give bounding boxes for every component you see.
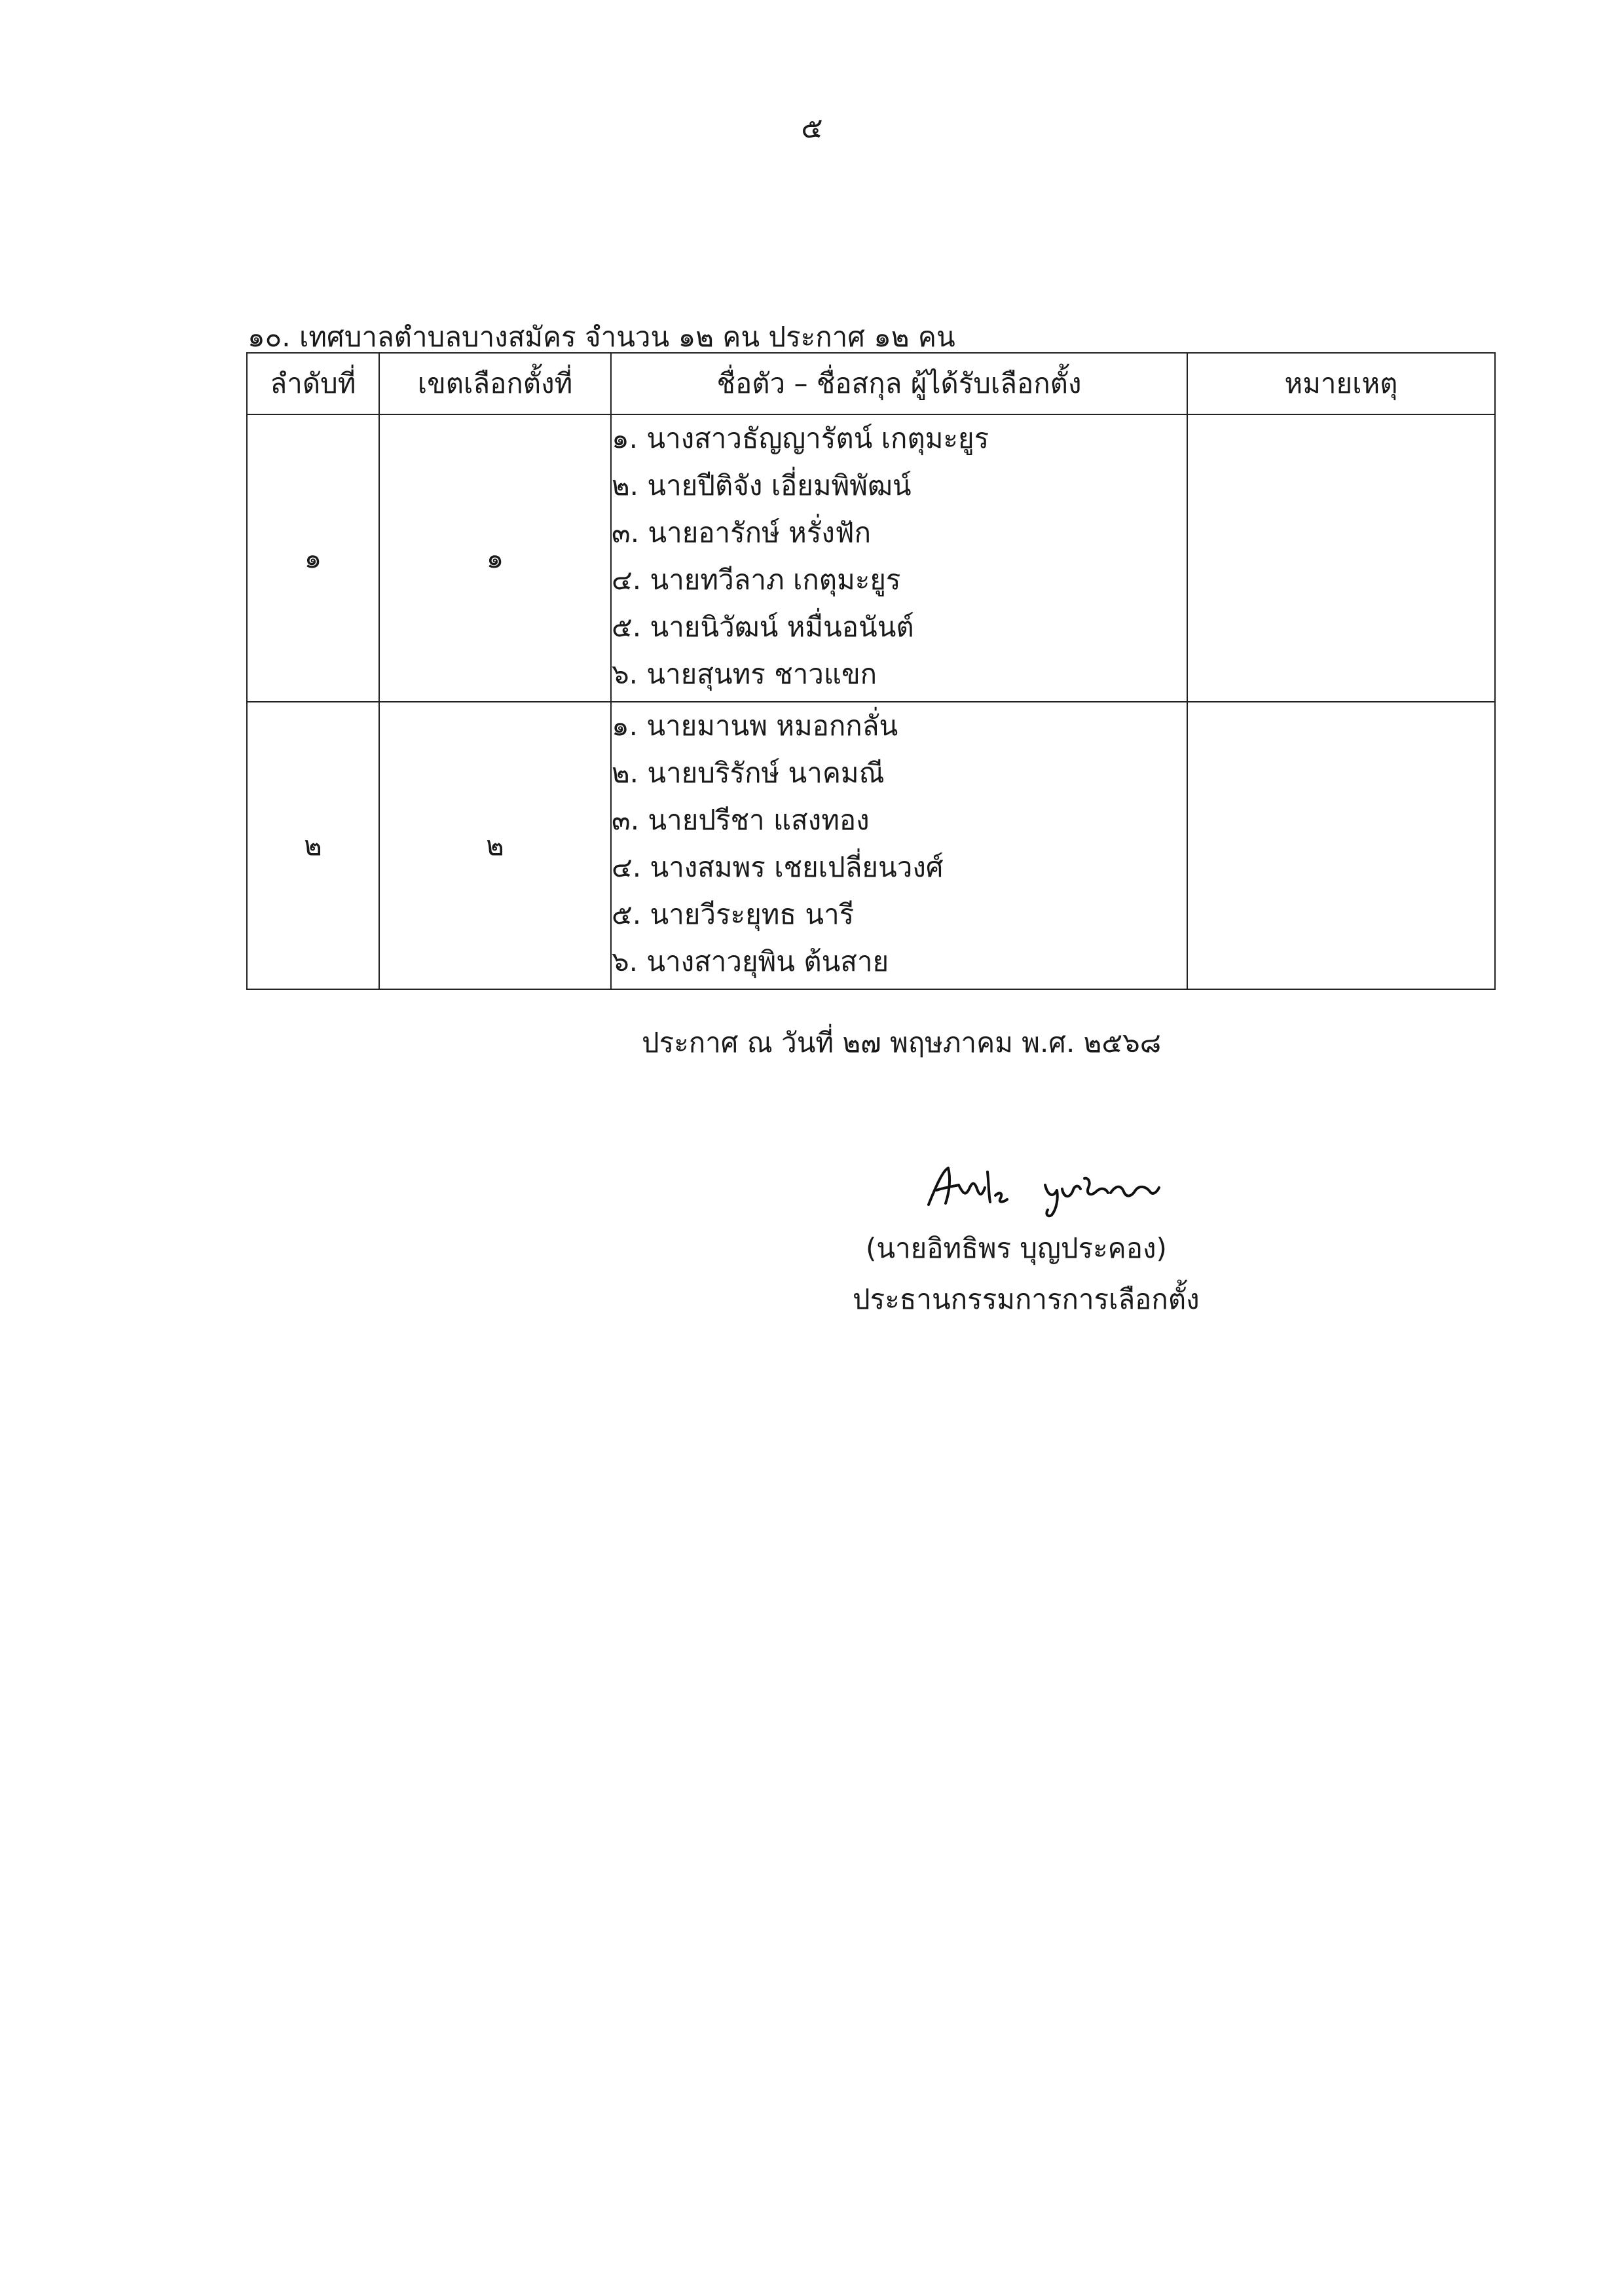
elected-names-list	[612, 702, 1187, 985]
sequence-cell: ๑	[247, 414, 379, 702]
page-number: ๕	[801, 111, 823, 145]
elected-name: ๒. นายปีติจัง เอี่ยมพิพัฒน์	[612, 469, 912, 501]
zone-cell: ๒	[379, 702, 611, 989]
elected-name: ๑. นายมานพ หมอกกลั่น	[612, 710, 898, 742]
table-header-row	[247, 353, 1495, 414]
table-row	[247, 702, 1495, 989]
handwritten-signature	[917, 1159, 1166, 1218]
elected-name: ๖. นายสุนทร ชาวแขก	[612, 658, 877, 690]
zone-cell: ๑	[379, 414, 611, 702]
results-table	[246, 352, 1496, 990]
section-heading: ๑๐. เทศบาลตำบลบางสมัคร จำนวน ๑๒ คน ประกาศ ๑๒ คน	[248, 321, 955, 353]
elected-name: ๓. นายอารักษ์ หรั่งฟัก	[612, 517, 872, 549]
signer-title: ประธานกรรมการการเลือกตั้ง	[853, 1283, 1200, 1315]
signer-name: (นายอิทธิพร บุญประคอง)	[866, 1232, 1167, 1264]
remark-cell	[1187, 414, 1495, 702]
remark-cell	[1187, 702, 1495, 989]
header-names: ชื่อตัว – ชื่อสกุล ผู้ได้รับเลือกตั้ง	[611, 353, 1187, 414]
elected-name: ๔. นายทวีลาภ เกตุมะยูร	[612, 564, 901, 596]
elected-name: ๓. นายปรีชา แสงทอง	[612, 804, 870, 836]
names-cell	[611, 702, 1187, 989]
elected-name: ๑. นางสาวธัญญารัตน์ เกตุมะยูร	[612, 422, 989, 454]
header-remark: หมายเหตุ	[1187, 353, 1495, 414]
elected-name: ๒. นายบริรักษ์ นาคมณี	[612, 757, 885, 789]
elected-names-list	[612, 415, 1187, 698]
elected-name: ๕. นายนิวัฒน์ หมื่นอนันต์	[612, 611, 914, 643]
sequence-cell: ๒	[247, 702, 379, 989]
names-cell	[611, 414, 1187, 702]
elected-name: ๕. นายวีระยุทธ นารี	[612, 898, 855, 930]
announcement-date: ประกาศ ณ วันที่ ๒๗ พฤษภาคม พ.ศ. ๒๕๖๘	[642, 1027, 1162, 1059]
header-zone: เขตเลือกตั้งที่	[379, 353, 611, 414]
elected-name: ๔. นางสมพร เชยเปลี่ยนวงศ์	[612, 851, 944, 883]
elected-name: ๖. นางสาวยุพิน ต้นสาย	[612, 945, 889, 977]
table-row	[247, 414, 1495, 702]
header-sequence: ลำดับที่	[247, 353, 379, 414]
